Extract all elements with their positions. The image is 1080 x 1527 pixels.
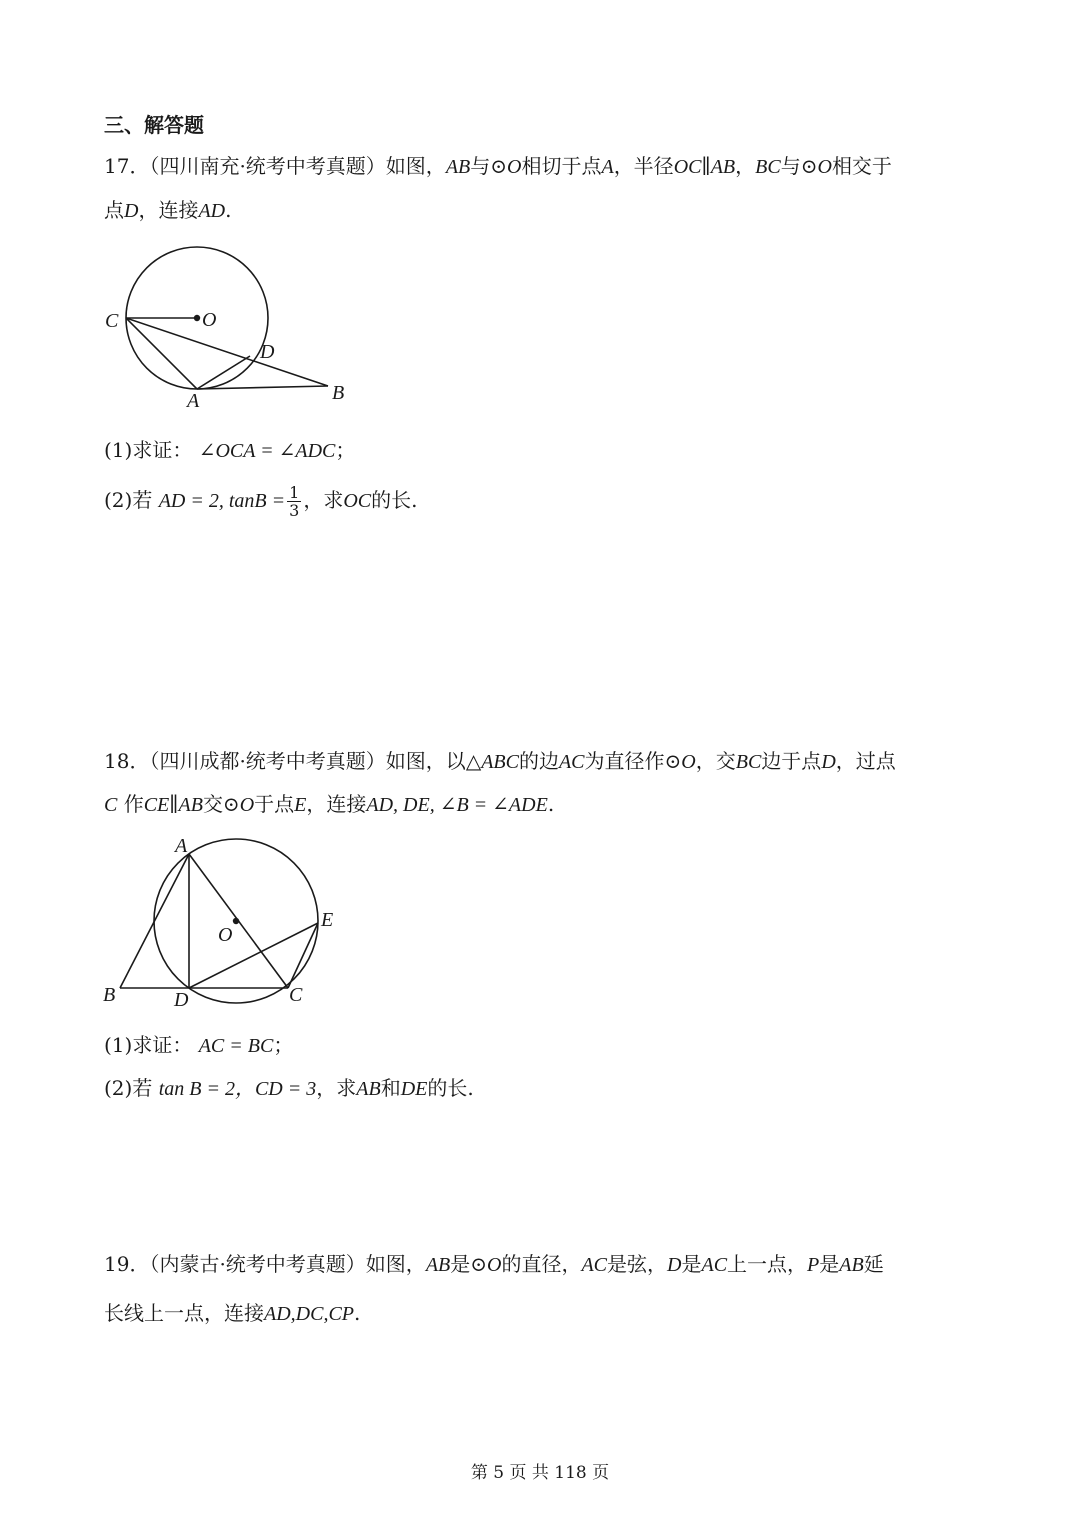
q17-part-2: (2)若 AD = 2, tanB = $\frac{1}{3}$ ，求OC的长.	[104, 483, 418, 520]
label-c: C	[105, 310, 119, 332]
q19-line-2: 长线上一点，连接AD,DC,CP.	[104, 1301, 361, 1325]
label-a: A	[187, 390, 200, 412]
q18-line-1: 18．（四川成都·统考中考真题）如图，以△ABC的边AC为直径作⊙O，交BC边于点D，过点	[104, 749, 896, 773]
q18-part-1: (1)求证： AC = BC；	[104, 1033, 294, 1057]
segment-de	[189, 923, 318, 988]
page-footer: 第 5 页 共 118 页	[470, 1463, 610, 1483]
segment-ab	[120, 854, 189, 988]
label-d: D	[174, 989, 189, 1011]
q17-line-1: 17．（四川南充·统考中考真题）如图，AB与⊙O相切于点A，半径OC∥AB，BC与⊙O相交于	[104, 154, 892, 178]
label-o: O	[202, 309, 217, 331]
segment-ca	[126, 318, 197, 389]
fraction: $\frac{1}{3}$	[289, 483, 300, 520]
label-o: O	[218, 924, 233, 946]
center-point-o	[233, 918, 239, 924]
q18-figure	[100, 830, 350, 1010]
q18-part-2: (2)若 tan B = 2，CD = 3，求AB和DE的长.	[104, 1076, 474, 1100]
label-b: B	[103, 984, 116, 1006]
arc-ac: AC	[701, 1254, 728, 1276]
label-a: A	[175, 835, 188, 857]
label-d: D	[260, 341, 275, 363]
q17-line-2: 点D，连接AD.	[104, 198, 232, 222]
q17-figure	[100, 240, 360, 410]
q19-line-1: 19．（内蒙古·统考中考真题）如图，AB是⊙O的直径，AC是弦，D是AC上一点，P是AB延	[104, 1252, 884, 1276]
label-b: B	[332, 382, 345, 404]
q17-part-1: (1)求证： ∠OCA = ∠ADC；	[104, 438, 356, 462]
label-e: E	[321, 909, 334, 931]
q18-line-2: C 作CE∥AB交⊙O于点E，连接AD, DE, ∠B = ∠ADE.	[104, 792, 555, 816]
segment-ce	[288, 923, 318, 988]
section-heading: 三、解答题	[104, 113, 204, 137]
label-c: C	[289, 984, 303, 1006]
center-point-o	[194, 315, 200, 321]
